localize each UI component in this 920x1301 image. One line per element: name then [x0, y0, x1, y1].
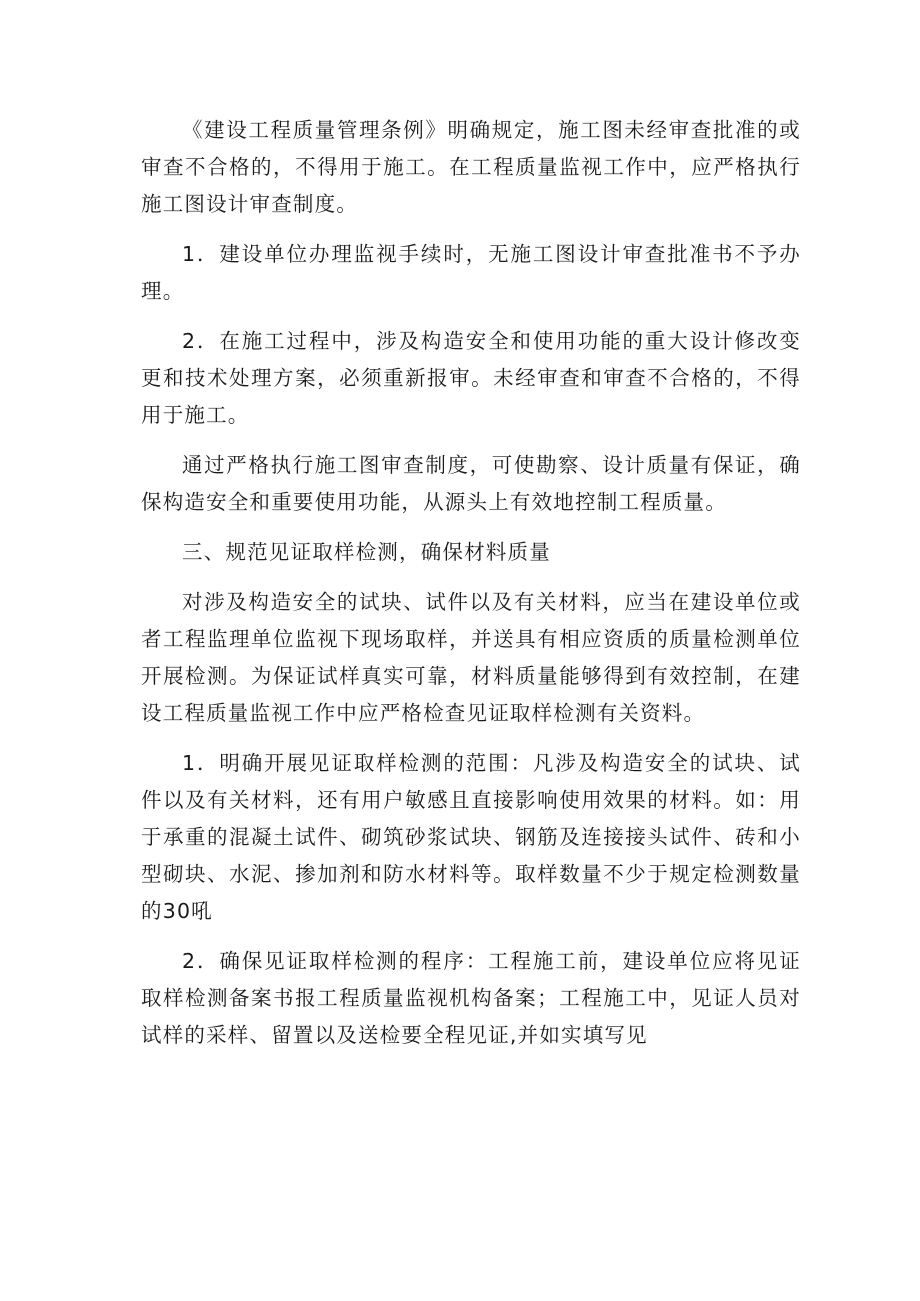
paragraph-sampling-procedure: 2．确保见证取样检测的程序：工程施工前，建设单位应将见证取样检测备案书报工程质量监视机构备案；工程施工中，见证人员对试样的采样、留置以及送检要全程见证,并如实填写见 [141, 949, 801, 1047]
paragraph-item-1-permit: 1．建设单位办理监视手续时，无施工图设计审查批准书不予办理。 [141, 242, 801, 303]
paragraph-item-2-design-change: 2．在施工过程中，涉及构造安全和使用功能的重大设计修改变更和技术处理方案，必须重新报审。未经审查和审查不合格的，不得用于施工。 [141, 329, 801, 427]
paragraph-review-summary: 通过严格执行施工图审查制度，可使勘察、设计质量有保证，确保构造安全和重要使用功能，从源头上有效地控制工程质量。 [141, 453, 801, 514]
paragraph-sampling-intro: 对涉及构造安全的试块、试件以及有关材料，应当在建设单位或者工程监理单位监视下现场取样，并送具有相应资质的质量检测单位开展检测。为保证试样真实可靠，材料质量能够得到有效控制，在建设工程质量监视工作中应严格检查见证取样检测有关资料。 [141, 590, 801, 725]
paragraph-regulation-intro: 《建设工程质量管理条例》明确规定，施工图未经审查批准的或审查不合格的，不得用于施工。在工程质量监视工作中，应严格执行施工图设计审查制度。 [141, 118, 801, 216]
document-body [141, 112, 801, 1067]
section-heading-sampling: 三、规范见证取样检测，确保材料质量 [182, 540, 551, 564]
paragraph-sampling-scope: 1．明确开展见证取样检测的范围：凡涉及构造安全的试块、试件以及有关材料，还有用户敏感且直接影响使用效果的材料。如：用于承重的混凝土试件、砌筑砂浆试块、钢筋及连接接头试件、砖和小型砌块、水泥、掺加剂和防水材料等。取样数量不少于规定检测数量的30吼 [141, 751, 801, 923]
